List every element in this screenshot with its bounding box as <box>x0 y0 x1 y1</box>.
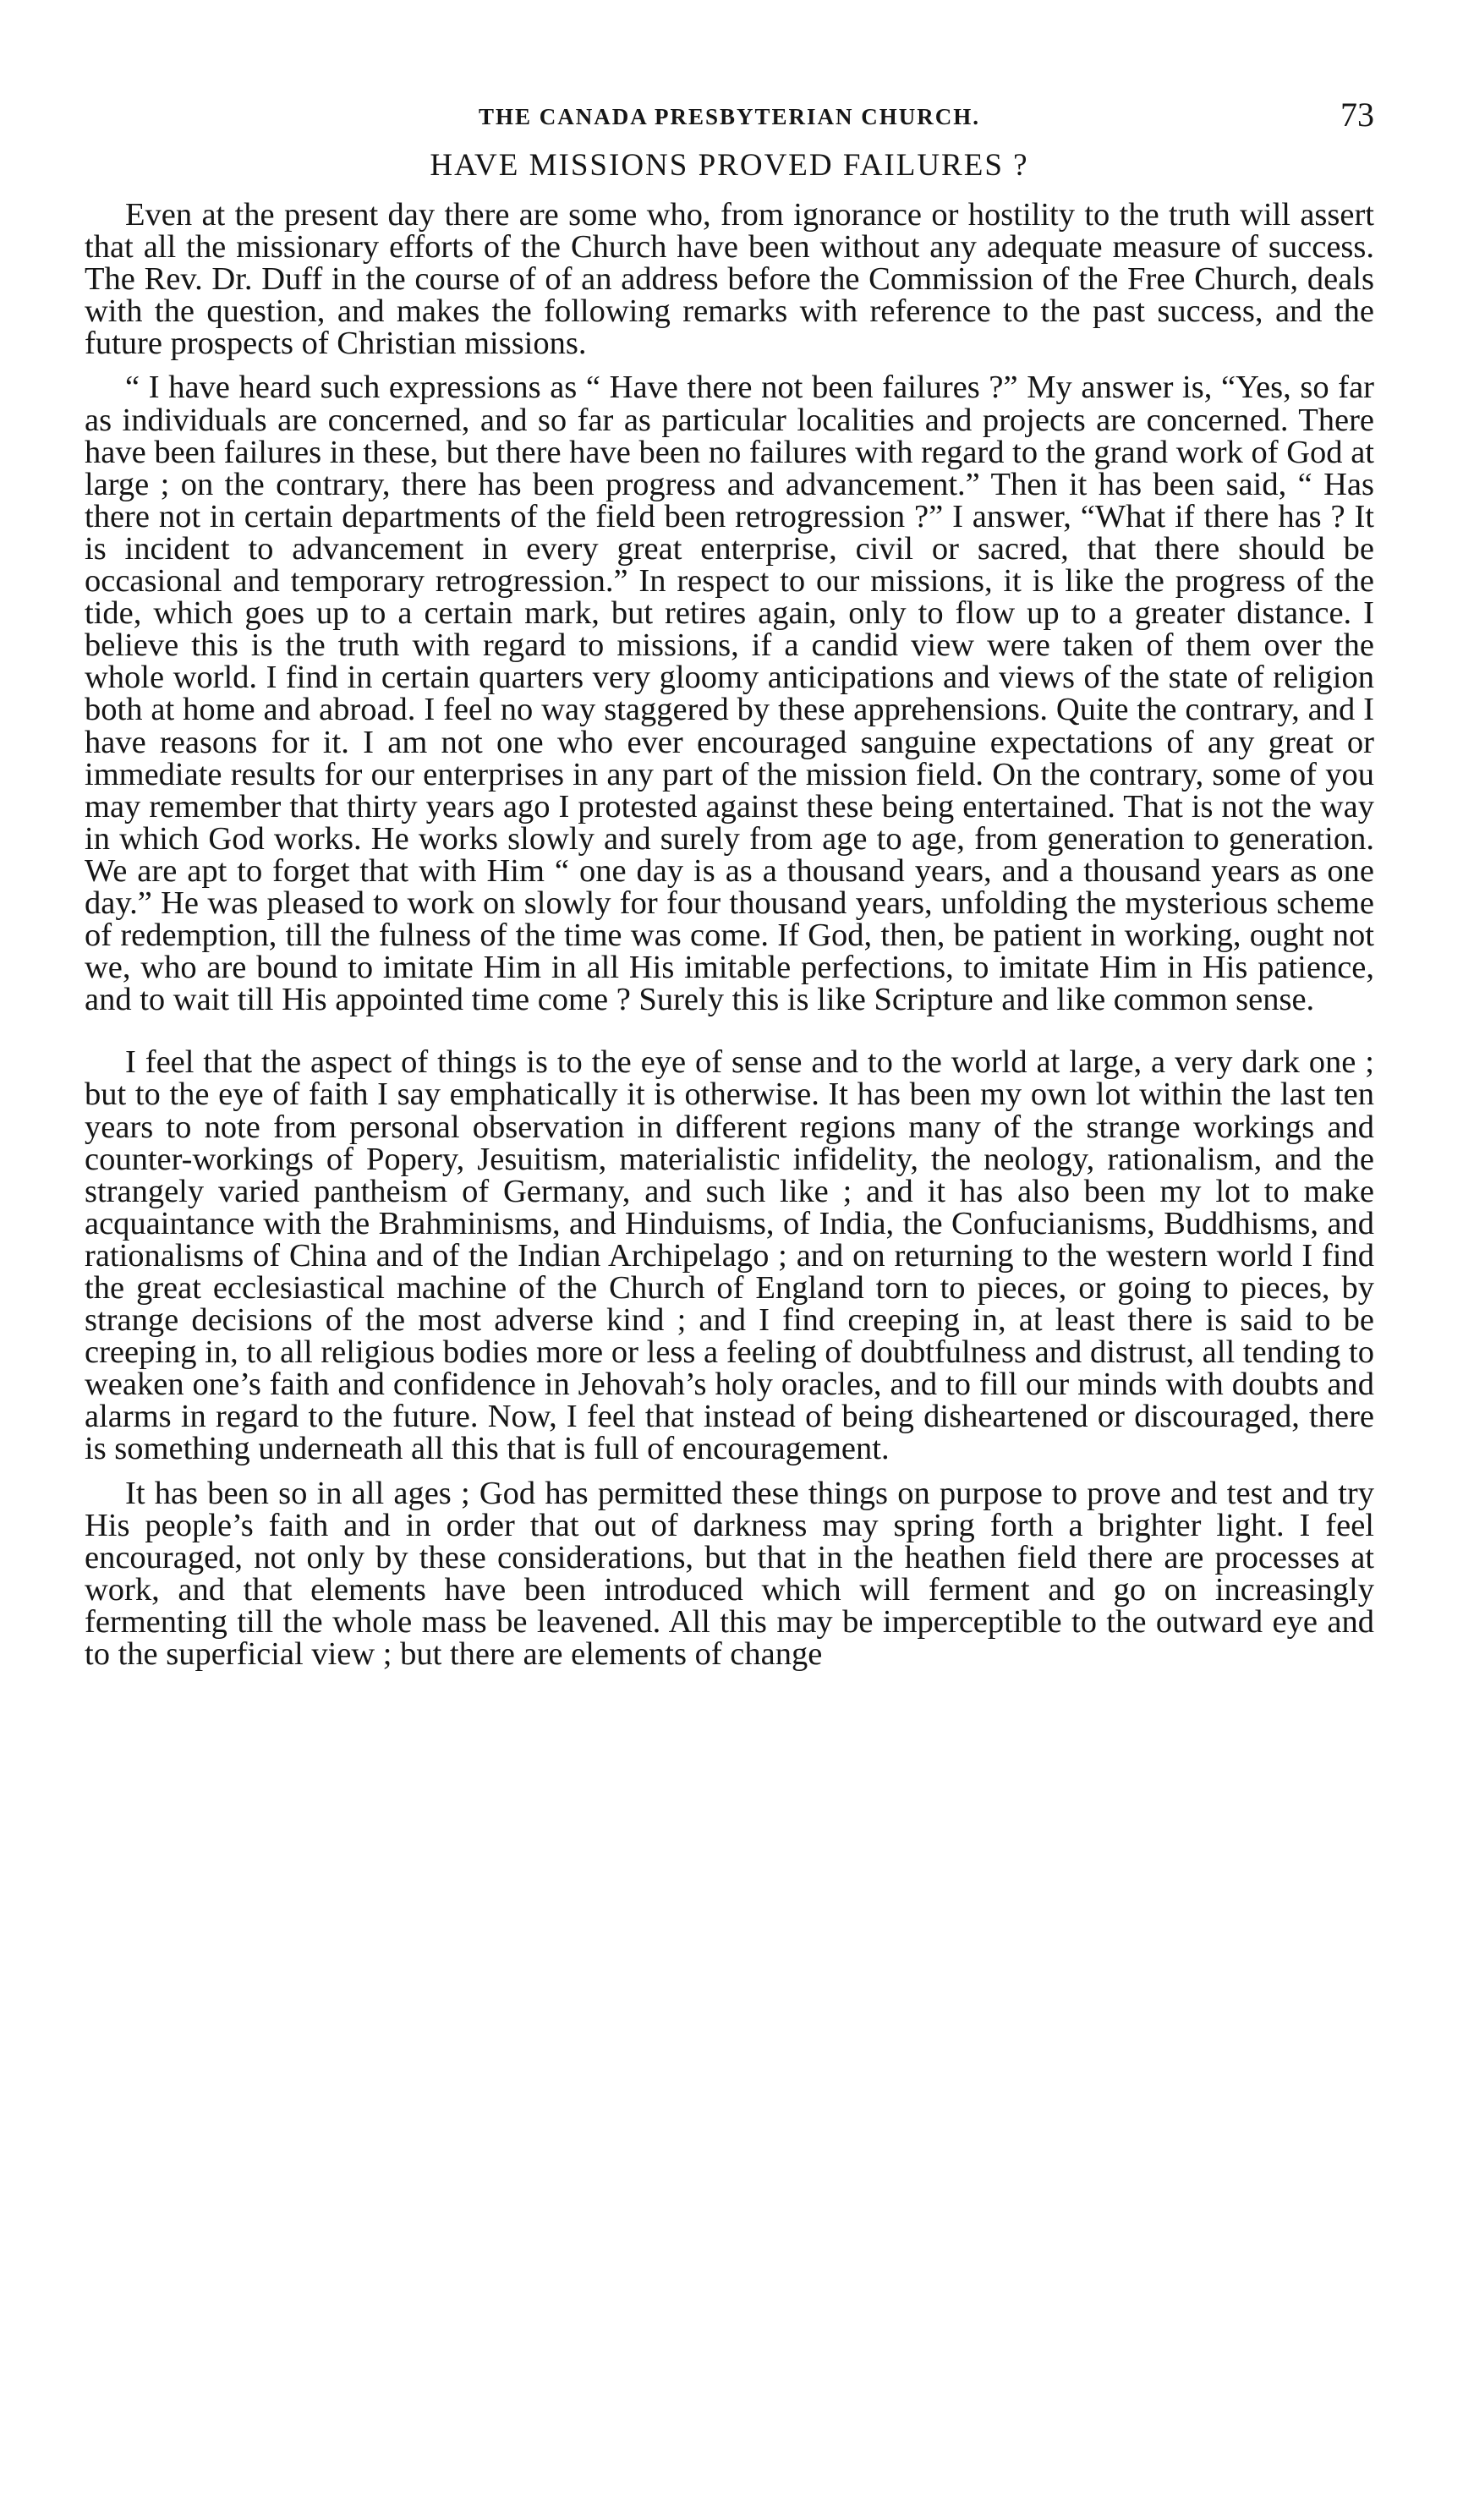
article-title: HAVE MISSIONS PROVED FAILURES ? <box>430 148 1029 183</box>
paragraph-quote: “ I have heard such expressions as “ Have there not been failures ?” My answer is, “Yes, so far as individuals are concerned, and so far as particular localities and projects are concerned. There have been failures in these, but there have been no failures with regard to the grand work of God at large ; on the contrary, there has been progress and advancement.” Then it has been said, “ Has there not in certain departments of the field been retrogression ?” I answer, “What if there has ? It is incident to advancement in every great enterprise, civil or sacred, that there should be occasional and temporary retrogression.” In respect to our missions, it is like the progress of the tide, which goes up to a certain mark, but retires again, only to flow up to a greater distance. I believe this is the truth with regard to missions, if a candid view were taken of them over the whole world. I find in certain quarters very gloomy anticipations and views of the state of religion both at home and abroad. I feel no way staggered by these apprehensions. Quite the contrary, and I have reasons for it. I am not one who ever encouraged sanguine expectations of any great or immediate results for our enterprises in any part of the mission field. On the contrary, some of you may remember that thirty years ago I protested against these being entertained. That is not the way in which God works. He works slowly and surely from age to age, from generation to generation. We are apt to forget that with Him “ one day is as a thousand years, and a thousand years as one day.” He was pleased to work on slowly for four thousand years, unfolding the mysterious scheme of redemption, till the fulness of the time was come. If God, then, be patient in working, ought not we, who are bound to imitate Him in all His imitable perfections, to imitate Him in His patience, and to wait till His appointed time come ? Surely this is like Scripture and like common sense. <box>85 370 1374 1018</box>
running-head-title: THE CANADA PRESBYTERIAN CHURCH. <box>478 104 981 129</box>
paragraph-intro: Even at the present day there are some who, from ignorance or hostility to the truth will assert that all the missionary efforts of the Church have been without any adequate measure of success. The Rev. Dr. Duff in the course of of an address before the Commission of the Free Church, deals with the question, and makes the following remarks with reference to the past success, and the future prospects of Christian missions. <box>85 197 1374 362</box>
paragraph-aspect: I feel that the aspect of things is to the eye of sense and to the world at large, a very dark one ; but to the eye of faith I say emphatically it is otherwise. It has been my own lot within the last ten years to note from personal observation in different regions many of the strange workings and counter-workings of Popery, Jesuitism, materialistic infidelity, the neology, rationalism, and the strangely varied pantheism of Germany, and such like ; and it has also been my lot to make acquaintance with the Brahminisms, and Hinduisms, of India, the Confucianisms, Buddhisms, and rationalisms of China and of the Indian Archipelago ; and on returning to the western world I find the great ecclesiastical machine of the Church of England torn to pieces, or going to pieces, by strange decisions of the most adverse kind ; and I find creeping in, at least there is said to be creeping in, to all religious bodies more or less a feeling of doubtfulness and distrust, all tending to weaken one’s faith and confidence in Jehovah’s holy oracles, and to fill our minds with doubts and alarms in regard to the future. Now, I feel that instead of being disheartened or discouraged, there is something underneath all this that is full of encouragement. <box>85 1044 1374 1467</box>
page-number: 73 <box>1340 96 1374 134</box>
document-page <box>85 93 1374 1673</box>
running-header <box>85 93 1374 140</box>
paragraph-ages: It has been so in all ages ; God has permitted these things on purpose to prove and test and try His people’s faith and in order that out of darkness may spring forth a brighter light. I feel encouraged, not only by these considerations, but that in the heathen field there are processes at work, and that elements have been introduced which will ferment and go on increasingly fermenting till the whole mass be leavened. All this may be imperceptible to the outward eye and to the superficial view ; but there are elements of change <box>85 1475 1374 1673</box>
